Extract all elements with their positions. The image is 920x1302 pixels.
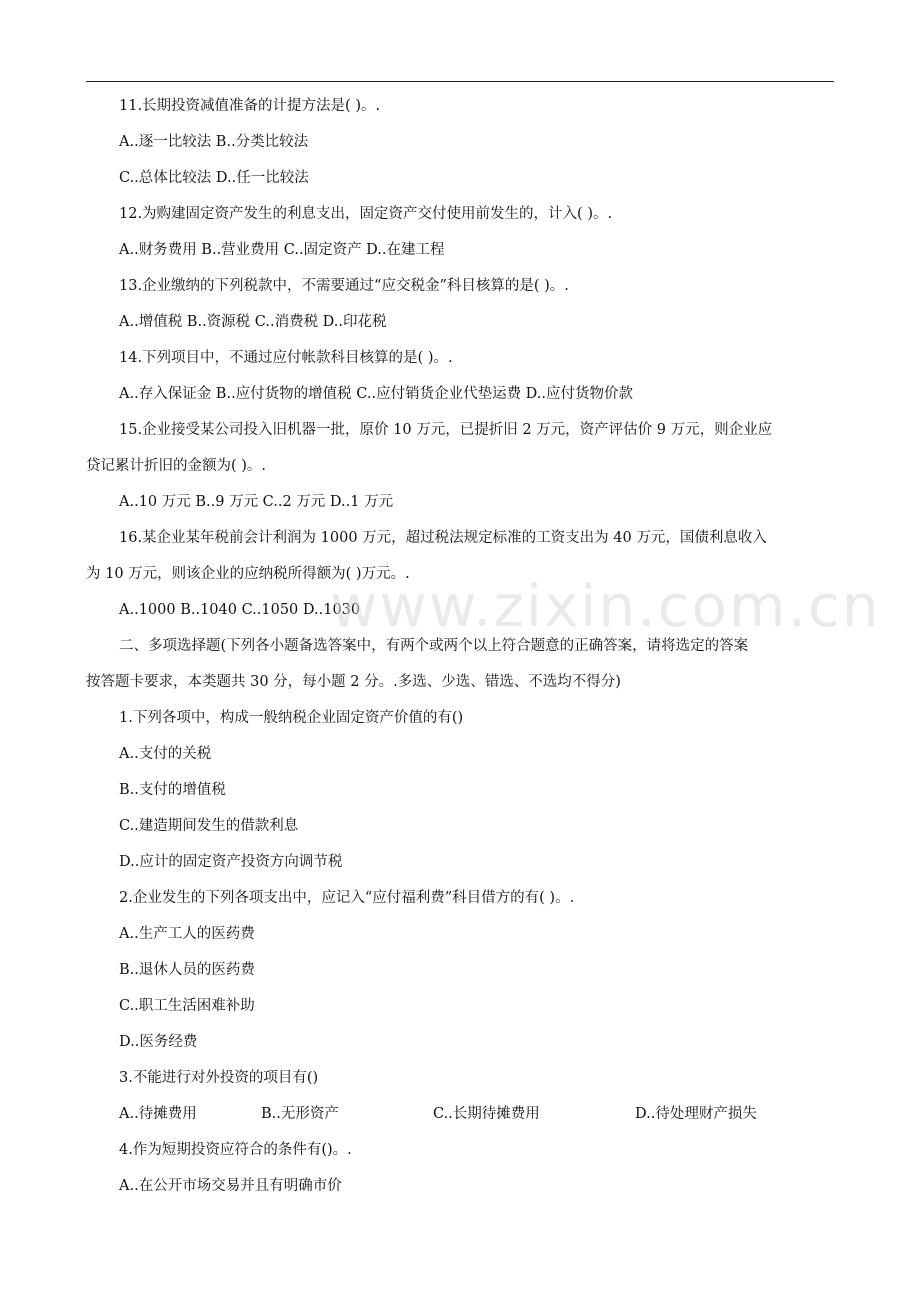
mq3-option-c: C..长期待摊费用: [433, 1106, 540, 1122]
mq3-option-b: B..无形资产: [261, 1106, 339, 1122]
mq2-option-a: A..生产工人的医药费: [119, 926, 255, 942]
mq-1: 1.下列各项中，构成一般纳税企业固定资产价值的有(): [119, 710, 464, 726]
question-11: 11.长期投资减值准备的计提方法是( )。.: [119, 98, 381, 114]
question-16-cont: 为 10 万元，则该企业的应纳税所得额为( )万元。.: [86, 566, 410, 582]
mq1-option-b: B..支付的增值税: [119, 782, 226, 798]
header-rule: [86, 81, 834, 82]
mq3-option-a: A..待摊费用: [119, 1106, 197, 1122]
q14-options: A..存入保证金 B..应付货物的增值税 C..应付销货企业代垫运费 D..应付货物价款: [119, 386, 634, 402]
mq2-option-d: D..医务经费: [119, 1034, 198, 1050]
mq1-option-d: D..应计的固定资产投资方向调节税: [119, 854, 343, 870]
mq2-option-b: B..退休人员的医药费: [119, 962, 255, 978]
mq1-option-c: C..建造期间发生的借款利息: [119, 818, 299, 834]
document-body: [86, 88, 834, 1204]
q15-options: A..10 万元 B..9 万元 C..2 万元 D..1 万元: [119, 494, 394, 510]
q11-options-cd: C..总体比较法 D..任一比较法: [119, 170, 309, 186]
mq3-options: [86, 1096, 834, 1132]
question-12: 12.为购建固定资产发生的利息支出，固定资产交付使用前发生的，计入( )。.: [119, 206, 613, 222]
q13-options: A..增值税 B..资源税 C..消费税 D..印花税: [119, 314, 387, 330]
question-15: 15.企业接受某公司投入旧机器一批，原价 10 万元，已提折旧 2 万元，资产评估价 9 万元，则企业应: [119, 422, 773, 438]
mq-2: 2.企业发生的下列各项支出中，应记入“应付福利费”科目借方的有( )。.: [119, 890, 575, 906]
question-13: 13.企业缴纳的下列税款中，不需要通过“应交税金”科目核算的是( )。.: [119, 278, 569, 294]
mq-3: 3.不能进行对外投资的项目有(): [119, 1070, 319, 1086]
mq2-option-c: C..职工生活困难补助: [119, 998, 255, 1014]
question-15-cont: 贷记累计折旧的金额为( )。.: [86, 458, 267, 474]
section-2-heading-cont: 按答题卡要求，本类题共 30 分，每小题 2 分。.多选、少选、错选、不选均不得分): [86, 674, 621, 690]
mq-4: 4.作为短期投资应符合的条件有()。.: [119, 1142, 352, 1158]
question-16: 16.某企业某年税前会计利润为 1000 万元，超过税法规定标准的工资支出为 40 万元，国债利息收入: [119, 530, 767, 546]
q16-options: A..1000 B..1040 C..1050 D..1030: [119, 602, 361, 618]
watermark: www.zixin.com.cn: [330, 572, 881, 640]
q11-options-ab: A..逐一比较法 B..分类比较法: [119, 134, 309, 150]
section-2-heading: 二、多项选择题(下列各小题备选答案中，有两个或两个以上符合题意的正确答案，请将选定的答案: [119, 638, 749, 654]
mq3-option-d: D..待处理财产损失: [635, 1106, 757, 1122]
mq1-option-a: A..支付的关税: [119, 746, 212, 762]
mq4-option-a: A..在公开市场交易并且有明确市价: [119, 1178, 342, 1194]
question-14: 14.下列项目中，不通过应付帐款科目核算的是( )。.: [119, 350, 453, 366]
q12-options: A..财务费用 B..营业费用 C..固定资产 D..在建工程: [119, 242, 445, 258]
